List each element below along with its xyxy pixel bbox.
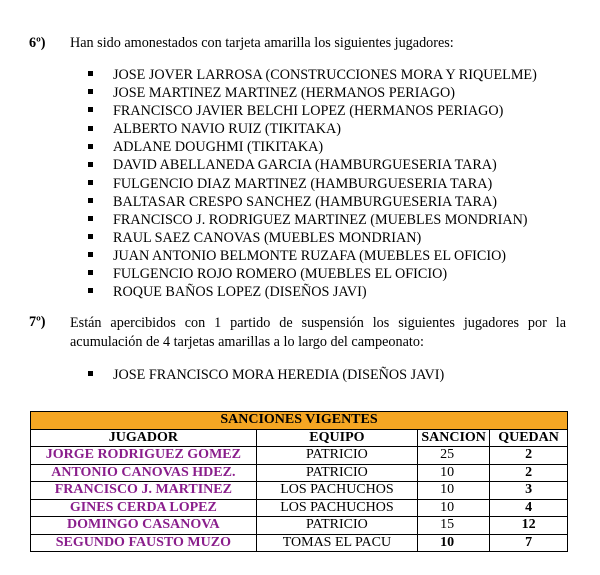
player-entry: FULGENCIO DIAZ MARTINEZ (HAMBURGUESERIA TARA) xyxy=(113,175,493,192)
table-row xyxy=(31,464,568,482)
table-row xyxy=(31,482,568,500)
sanction-cell: 10 xyxy=(418,482,490,500)
player-cell: GINES CERDA LOPEZ xyxy=(31,499,257,517)
team-cell: LOS PACHUCHOS xyxy=(256,482,417,500)
bullet-icon xyxy=(88,107,93,112)
player-cell: SEGUNDO FAUSTO MUZO xyxy=(31,534,257,552)
player-entry: ROQUE BAÑOS LOPEZ (DISEÑOS JAVI) xyxy=(113,284,367,301)
sanctions-title: SANCIONES VIGENTES xyxy=(31,412,568,430)
remaining-cell: 2 xyxy=(490,464,568,482)
column-header-sanction: SANCION xyxy=(418,429,490,447)
player-entry: ADLANE DOUGHMI (TIKITAKA) xyxy=(113,139,324,156)
player-entry: ALBERTO NAVIO RUIZ (TIKITAKA) xyxy=(113,121,342,138)
list-item xyxy=(88,229,537,247)
player-entry: JUAN ANTONIO BELMONTE RUZAFA (MUEBLES EL OFICIO) xyxy=(113,247,507,264)
list-item xyxy=(88,138,537,156)
list-item xyxy=(88,156,537,174)
bullet-icon xyxy=(88,180,93,185)
column-header-player: JUGADOR xyxy=(31,429,257,447)
player-entry: FULGENCIO ROJO ROMERO (MUEBLES EL OFICIO) xyxy=(113,266,448,283)
player-entry: BALTASAR CRESPO SANCHEZ (HAMBURGUESERIA TARA) xyxy=(113,193,497,210)
player-cell: FRANCISCO J. MARTINEZ xyxy=(31,482,257,500)
list-item xyxy=(88,102,537,120)
player-entry: RAUL SAEZ CANOVAS (MUEBLES MONDRIAN) xyxy=(113,229,422,246)
remaining-cell: 3 xyxy=(490,482,568,500)
section-7-number: 7º) xyxy=(29,314,46,330)
bullet-icon xyxy=(88,371,93,376)
remaining-cell: 12 xyxy=(490,517,568,535)
table-row xyxy=(31,534,568,552)
list-item xyxy=(88,193,537,211)
table-row xyxy=(31,517,568,535)
bullet-icon xyxy=(88,71,93,76)
bullet-icon xyxy=(88,234,93,239)
section-6-number: 6º) xyxy=(29,35,46,51)
player-cell: JORGE RODRIGUEZ GOMEZ xyxy=(31,447,257,465)
player-entry: FRANCISCO JAVIER BELCHI LOPEZ (HERMANOS PERIAGO) xyxy=(113,103,504,120)
list-item xyxy=(88,247,537,265)
player-entry: JOSE JOVER LARROSA (CONSTRUCCIONES MORA Y RIQUELME) xyxy=(113,67,537,83)
section-7-intro: Están apercibidos con 1 partido de suspensión los siguientes jugadores por la acumulación de 4 tarjetas amarillas a lo largo del campeonato: xyxy=(70,315,566,350)
list-item xyxy=(88,366,444,384)
remaining-cell: 2 xyxy=(490,447,568,465)
list-item xyxy=(88,84,537,102)
sanction-cell: 10 xyxy=(418,499,490,517)
bullet-icon xyxy=(88,162,93,167)
team-cell: PATRICIO xyxy=(256,447,417,465)
list-item xyxy=(88,265,537,283)
list-item xyxy=(88,66,537,84)
bullet-icon xyxy=(88,270,93,275)
player-entry: DAVID ABELLANEDA GARCIA (HAMBURGUESERIA TARA) xyxy=(113,157,497,174)
list-item xyxy=(88,283,537,301)
player-entry: FRANCISCO J. RODRIGUEZ MARTINEZ (MUEBLES MONDRIAN) xyxy=(113,211,528,228)
warned-list xyxy=(88,366,444,384)
bullet-icon xyxy=(88,89,93,94)
sanction-cell: 10 xyxy=(418,534,490,552)
team-cell: TOMAS EL PACU xyxy=(256,534,417,552)
column-header-team: EQUIPO xyxy=(256,429,417,447)
team-cell: LOS PACHUCHOS xyxy=(256,499,417,517)
yellow-card-list xyxy=(88,66,537,301)
player-cell: ANTONIO CANOVAS HDEZ. xyxy=(31,464,257,482)
sanction-cell: 15 xyxy=(418,517,490,535)
bullet-icon xyxy=(88,198,93,203)
bullet-icon xyxy=(88,252,93,257)
table-row xyxy=(31,447,568,465)
player-cell: DOMINGO CASANOVA xyxy=(31,517,257,535)
column-header-remaining: QUEDAN xyxy=(490,429,568,447)
bullet-icon xyxy=(88,144,93,149)
player-entry: JOSE MARTINEZ MARTINEZ (HERMANOS PERIAGO) xyxy=(113,85,455,102)
remaining-cell: 4 xyxy=(490,499,568,517)
player-entry: JOSE FRANCISCO MORA HEREDIA (DISEÑOS JAVI) xyxy=(113,367,445,383)
section-6-intro: Han sido amonestados con tarjeta amarilla los siguientes jugadores: xyxy=(70,35,454,51)
list-item xyxy=(88,175,537,193)
bullet-icon xyxy=(88,288,93,293)
list-item xyxy=(88,211,537,229)
team-cell: PATRICIO xyxy=(256,464,417,482)
list-item xyxy=(88,120,537,138)
sanction-cell: 25 xyxy=(418,447,490,465)
bullet-icon xyxy=(88,216,93,221)
bullet-icon xyxy=(88,126,93,131)
team-cell: PATRICIO xyxy=(256,517,417,535)
table-row xyxy=(31,499,568,517)
sanctions-table xyxy=(30,411,568,552)
remaining-cell: 7 xyxy=(490,534,568,552)
sanction-cell: 10 xyxy=(418,464,490,482)
